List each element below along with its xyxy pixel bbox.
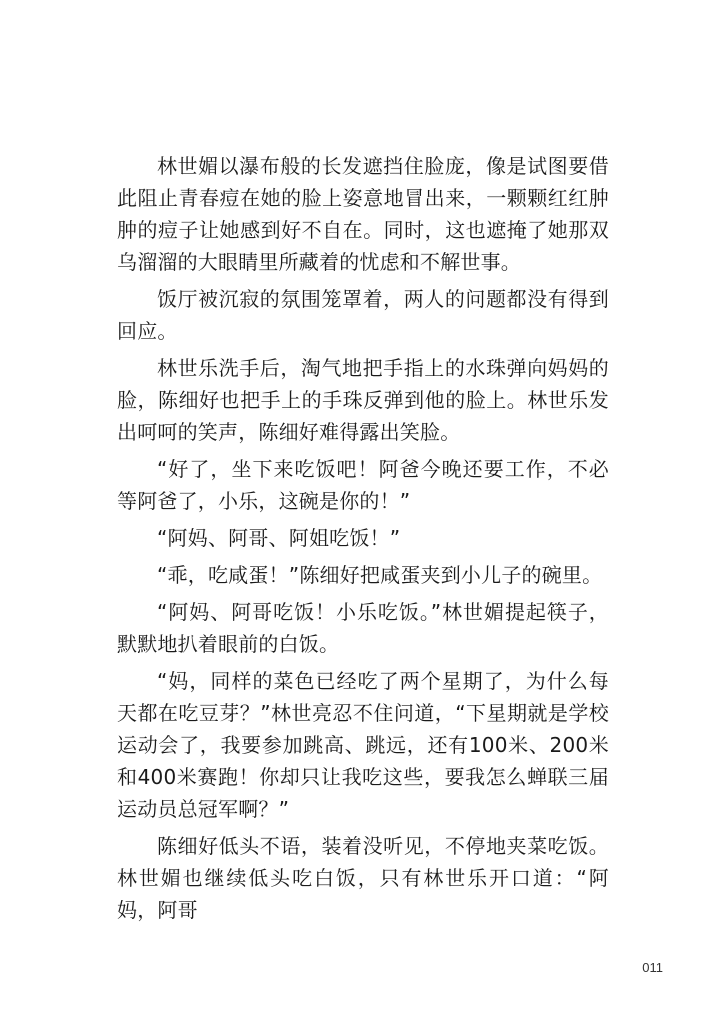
page-number: 011 (642, 960, 663, 975)
paragraph: “阿妈、阿哥吃饭！小乐吃饭。”林世媚提起筷子，默默地扒着眼前的白饭。 (117, 600, 609, 656)
paragraph: “好了，坐下来吃饭吧！阿爸今晚还要工作，不必等阿爸了，小乐，这碗是你的！” (117, 457, 609, 513)
paragraph: 林世乐洗手后，淘气地把手指上的水珠弹向妈妈的脸，陈细好也把手上的手珠反弹到他的脸上。林世乐发出呵呵的笑声，陈细好难得露出笑脸。 (117, 356, 609, 444)
page-body (117, 150, 609, 931)
paragraph: “乖，吃咸蛋！”陈细好把咸蛋夹到小儿子的碗里。 (157, 563, 603, 587)
paragraph: 陈细好低头不语，装着没听见，不停地夹菜吃饭。林世媚也继续低头吃白饭，只有林世乐开口道：“阿妈，阿哥 (117, 834, 609, 922)
paragraph: “妈，同样的菜色已经吃了两个星期了，为什么每天都在吃豆芽？”林世亮忍不住问道，“下星期就是学校运动会了，我要参加跳高、跳远，还有100米、200米和400米赛跑！你却只让我吃这些，要我怎么蝉联三届运动员总冠军啊？” (117, 669, 609, 821)
paragraph: “阿妈、阿哥、阿姐吃饭！” (157, 526, 401, 550)
paragraph: 林世媚以瀑布般的长发遮挡住脸庞，像是试图要借此阻止青春痘在她的脸上姿意地冒出来，一颗颗红红肿肿的痘子让她感到好不自在。同时，这也遮掩了她那双乌溜溜的大眼睛里所藏着的忧虑和不解世事。 (117, 154, 609, 274)
paragraph: 饭厅被沉寂的氛围笼罩着，两人的问题都没有得到回应。 (117, 287, 609, 343)
